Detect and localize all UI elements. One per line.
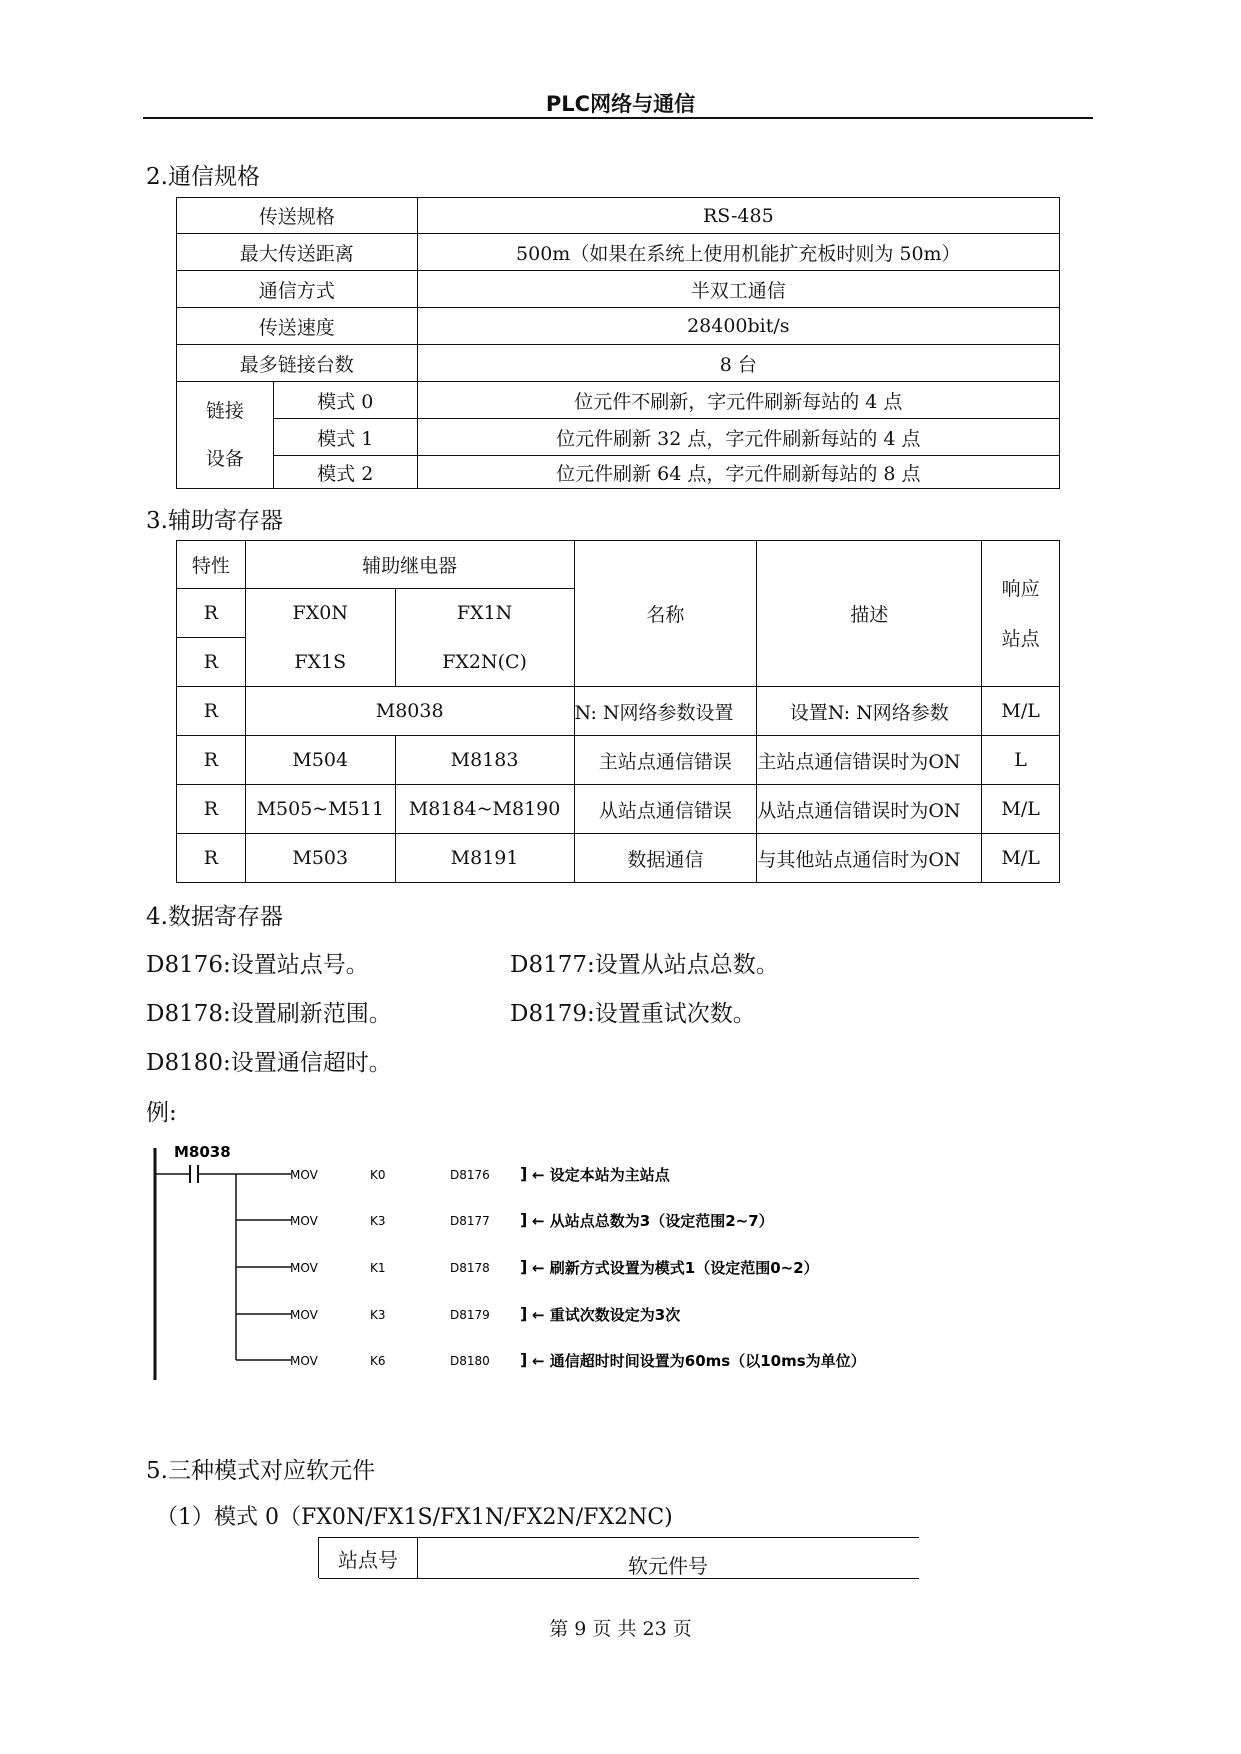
spec-value: 8 台 <box>417 345 1059 382</box>
page-footer: 第 9 页 共 23 页 <box>549 1618 692 1640</box>
relay-a-cell: FX0N <box>245 589 395 638</box>
prop-cell: R <box>177 687 246 736</box>
mode-label: 模式 0 <box>273 382 417 419</box>
aux-row <box>177 785 1060 834</box>
ladder-rung <box>236 1210 774 1230</box>
relay-b-cell: M8191 <box>395 834 574 883</box>
register-item: D8179:设置重试次数。 <box>510 1001 756 1027</box>
dest-operand: D8179 <box>450 1308 490 1322</box>
source-operand: K3 <box>370 1308 386 1322</box>
contact-label: M8038 <box>174 1143 231 1161</box>
spec-label: 通信方式 <box>177 271 418 308</box>
desc-cell: 从站点通信错误时为ON <box>757 785 982 834</box>
spec-label: 传送速度 <box>177 308 418 345</box>
prop-cell: R <box>177 834 246 883</box>
mode-value: 位元件刷新 32 点，字元件刷新每站的 4 点 <box>417 419 1059 456</box>
prop-cell: R <box>177 638 246 687</box>
header-prop: 特性 <box>177 541 246 589</box>
rung-comment: ← 设定本站为主站点 <box>532 1166 670 1184</box>
dest-operand: D8180 <box>450 1354 490 1368</box>
mode-value: 位元件刷新 64 点，字元件刷新每站的 8 点 <box>417 456 1059 489</box>
name-cell: 数据通信 <box>574 834 757 883</box>
instruction: MOV <box>290 1214 318 1228</box>
prop-cell: R <box>177 736 246 785</box>
relay-a-cell: FX1S <box>245 638 395 687</box>
relay-b-cell: M8183 <box>395 736 574 785</box>
rung-comment: ← 从站点总数为3（设定范围2~7） <box>532 1212 774 1230</box>
rung-end-bracket: ] <box>520 1350 528 1369</box>
spec-value: 半双工通信 <box>417 271 1059 308</box>
aux-relay-table <box>176 540 1060 883</box>
spec-row <box>177 308 1060 345</box>
ladder-rung <box>236 1350 866 1370</box>
comm-spec-table <box>176 197 1060 489</box>
source-operand: K0 <box>370 1168 386 1182</box>
rung-end-bracket: ] <box>520 1257 528 1276</box>
mode-row <box>177 419 1060 456</box>
dest-operand: D8176 <box>450 1168 490 1182</box>
spec-label: 最大传送距离 <box>177 234 418 271</box>
instruction: MOV <box>290 1168 318 1182</box>
source-operand: K3 <box>370 1214 386 1228</box>
ladder-rung <box>236 1304 680 1324</box>
mode-row <box>177 456 1060 489</box>
resp-cell: M/L <box>982 687 1060 736</box>
header-rule <box>143 117 1093 119</box>
register-item: D8176:设置站点号。 <box>146 952 369 978</box>
ladder-rung <box>220 1164 671 1184</box>
name-cell: N: N网络参数设置 <box>574 687 757 736</box>
mode-value: 位元件不刷新，字元件刷新每站的 4 点 <box>417 382 1059 419</box>
section-4-heading: 4.数据寄存器 <box>146 904 283 930</box>
relay-b-cell: FX2N(C) <box>395 638 574 687</box>
link-device-label <box>177 382 274 489</box>
mode-label: 模式 2 <box>273 456 417 489</box>
name-cell: 从站点通信错误 <box>574 785 757 834</box>
aux-header-row <box>177 541 1060 589</box>
aux-row <box>177 834 1060 883</box>
ladder-diagram <box>140 1140 940 1390</box>
aux-row <box>177 687 1060 736</box>
desc-cell: 与其他站点通信时为ON <box>757 834 982 883</box>
link-label-line2: 设备 <box>205 448 244 470</box>
spec-row <box>177 234 1060 271</box>
dest-operand: D8178 <box>450 1261 490 1275</box>
spec-row <box>177 271 1060 308</box>
name-cell: 主站点通信错误 <box>574 736 757 785</box>
desc-cell: 设置N: N网络参数 <box>757 687 982 736</box>
resp-cell: L <box>982 736 1060 785</box>
rung-comment: ← 重试次数设定为3次 <box>532 1306 681 1324</box>
page-header-title: PLC网络与通信 <box>545 92 696 116</box>
device-header-box <box>417 1554 919 1579</box>
spec-label: 传送规格 <box>177 198 418 234</box>
spec-row <box>177 198 1060 234</box>
instruction: MOV <box>290 1261 318 1275</box>
register-item: D8180:设置通信超时。 <box>146 1050 392 1076</box>
instruction: MOV <box>290 1354 318 1368</box>
spec-value: 28400bit/s <box>417 308 1059 345</box>
header-response-line2: 站点 <box>1001 627 1040 650</box>
desc-cell: 主站点通信错误时为ON <box>757 736 982 785</box>
spec-row <box>177 345 1060 382</box>
instruction: MOV <box>290 1308 318 1322</box>
relay-a-cell: M504 <box>245 736 395 785</box>
relay-a-cell: M505~M511 <box>245 785 395 834</box>
spec-value: RS-485 <box>417 198 1059 234</box>
example-label: 例: <box>146 1100 177 1126</box>
station-header: 站点号 <box>319 1538 418 1579</box>
relay-b-cell: FX1N <box>395 589 574 638</box>
prop-cell: R <box>177 785 246 834</box>
aux-row <box>177 736 1060 785</box>
header-response <box>982 541 1060 687</box>
ladder-rung <box>236 1257 819 1277</box>
rung-end-bracket: ] <box>520 1210 528 1229</box>
section-2-heading: 2.通信规格 <box>146 164 260 190</box>
link-label-line1: 链接 <box>205 400 244 422</box>
spec-label: 最多链接台数 <box>177 345 418 382</box>
prop-cell: R <box>177 589 246 638</box>
mode-row <box>177 382 1060 419</box>
register-item: D8178:设置刷新范围。 <box>146 1001 392 1027</box>
rung-comment: ← 通信超时时间设置为60ms（以10ms为单位） <box>532 1352 866 1370</box>
rung-comment: ← 刷新方式设置为模式1（设定范围0~2） <box>532 1259 819 1277</box>
resp-cell: M/L <box>982 834 1060 883</box>
dest-operand: D8177 <box>450 1214 490 1228</box>
section-3-heading: 3.辅助寄存器 <box>146 508 283 534</box>
resp-cell: M/L <box>982 785 1060 834</box>
mode-label: 模式 1 <box>273 419 417 456</box>
source-operand: K6 <box>370 1354 386 1368</box>
rung-end-bracket: ] <box>520 1304 528 1323</box>
rung-end-bracket: ] <box>520 1164 528 1183</box>
relay-b-cell: M8184~M8190 <box>395 785 574 834</box>
station-table-partial <box>318 1537 919 1578</box>
spec-value: 500m（如果在系统上使用机能扩充板时则为 50m） <box>417 234 1059 271</box>
device-header: 软元件号 <box>628 1554 708 1578</box>
header-name: 名称 <box>574 541 757 687</box>
header-relay: 辅助继电器 <box>245 541 574 589</box>
header-response-line1: 响应 <box>1001 577 1040 600</box>
source-operand: K1 <box>370 1261 386 1275</box>
header-desc: 描述 <box>757 541 982 687</box>
relay-cell: M8038 <box>245 687 574 736</box>
register-item: D8177:设置从站点总数。 <box>510 952 779 978</box>
mode0-subheading: （1）模式 0（FX0N/FX1S/FX1N/FX2N/FX2NC) <box>156 1505 673 1530</box>
relay-a-cell: M503 <box>245 834 395 883</box>
section-5-heading: 5.三种模式对应软元件 <box>146 1458 375 1484</box>
